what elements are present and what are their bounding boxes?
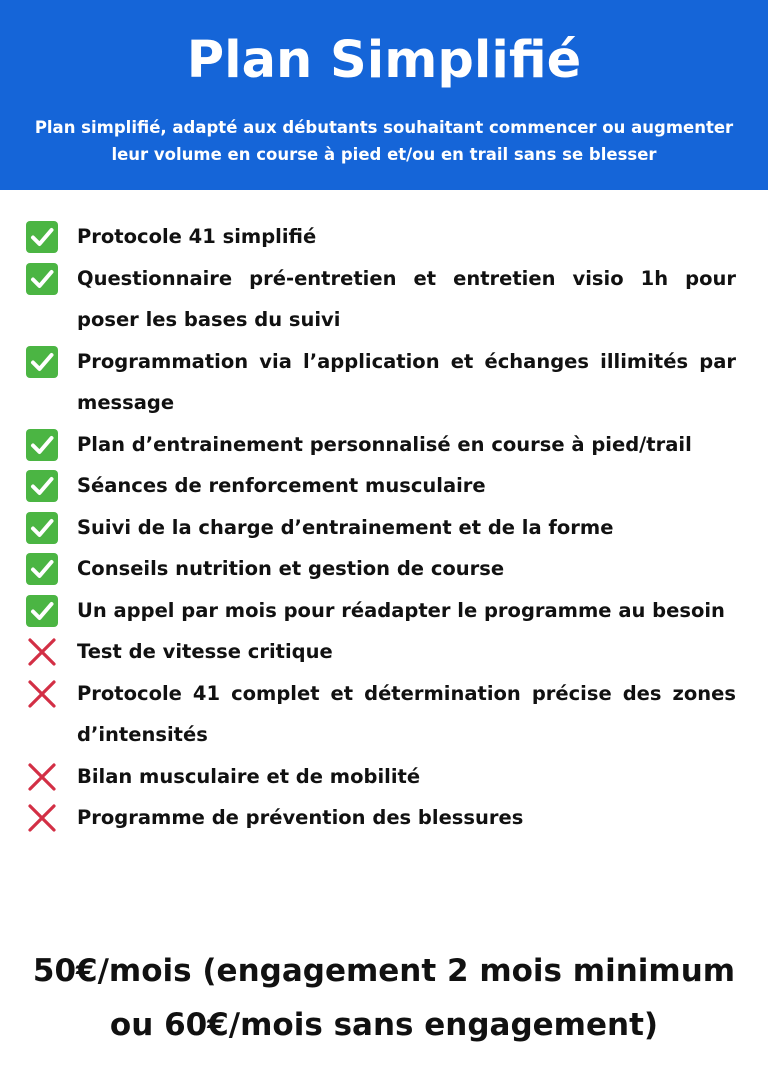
feature-label: Questionnaire pré-entretien et entretien visio 1h pour poser les bases du suivi (77, 266, 736, 331)
feature-label: Programme de prévention des blessures (77, 806, 524, 829)
check-icon (26, 221, 58, 253)
feature-label: Test de vitesse critique (77, 640, 333, 663)
feature-item-excluded (0, 673, 768, 756)
check-icon (26, 595, 58, 627)
feature-label: Bilan musculaire et de mobilité (77, 764, 421, 788)
check-icon (26, 553, 58, 585)
feature-item-excluded (0, 797, 768, 839)
cross-icon (26, 761, 58, 793)
price-line-1: 50€/mois (engagement 2 mois minimum (32, 953, 736, 989)
feature-list (0, 216, 768, 839)
header-banner (0, 0, 768, 190)
page-subtitle: Plan simplifié, adapté aux débutants souhaitant commencer ou augmenter leur volume en course à pied et/ou en trail sans se blesser (34, 118, 734, 164)
feature-item-included (0, 590, 768, 632)
feature-label: Séances de renforcement musculaire (77, 474, 486, 497)
feature-label: Protocole 41 simplifié (77, 225, 317, 248)
feature-label: Protocole 41 complet et détermination précise des zones d’intensités (77, 681, 736, 746)
check-icon (26, 263, 58, 295)
page-title: Plan Simplifié (186, 31, 582, 90)
feature-label: Un appel par mois pour réadapter le programme au besoin (77, 598, 725, 622)
check-icon (26, 429, 58, 461)
feature-item-included (0, 258, 768, 341)
feature-item-included (0, 548, 768, 590)
price-text (0, 944, 768, 1052)
cross-icon (26, 678, 58, 710)
feature-label: Plan d’entrainement personnalisé en course à pied/trail (77, 432, 692, 456)
check-icon (26, 346, 58, 378)
feature-label: Suivi de la charge d’entrainement et de la forme (77, 515, 614, 539)
feature-item-included (0, 424, 768, 466)
price-line-2: ou 60€/mois sans engagement) (109, 1007, 659, 1043)
feature-label: Conseils nutrition et gestion de course (77, 557, 505, 580)
feature-item-excluded (0, 756, 768, 798)
feature-label: Programmation via l’application et échanges illimités par message (77, 349, 736, 414)
feature-item-included (0, 465, 768, 507)
feature-item-included (0, 216, 768, 258)
feature-item-included (0, 341, 768, 424)
feature-item-excluded (0, 631, 768, 673)
check-icon (26, 512, 58, 544)
cross-icon (26, 802, 58, 834)
cross-icon (26, 636, 58, 668)
feature-item-included (0, 507, 768, 549)
check-icon (26, 470, 58, 502)
